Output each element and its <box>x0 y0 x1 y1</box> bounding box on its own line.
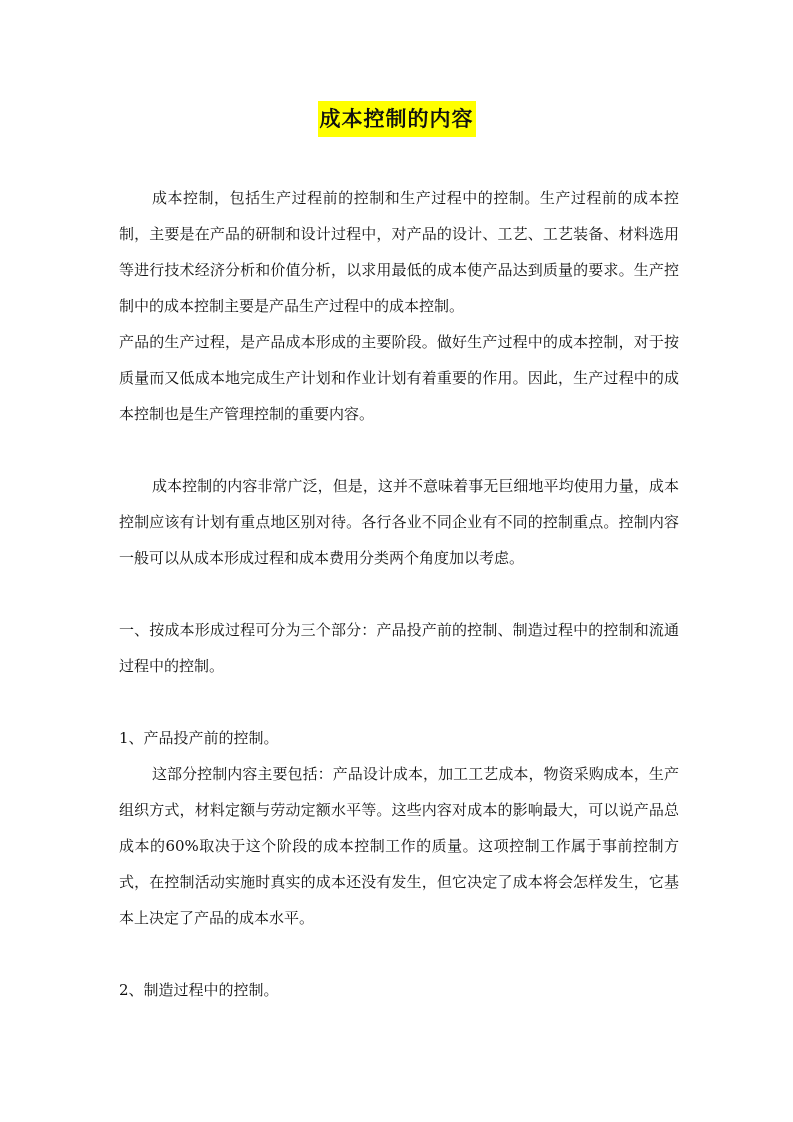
document-title: 成本控制的内容 <box>318 101 476 137</box>
subheading-pre-production-control: 1、产品投产前的控制。 <box>119 729 279 747</box>
subheading-manufacturing-control: 2、制造过程中的控制。 <box>119 981 279 999</box>
paragraph-pre-production-detail: 这部分控制内容主要包括：产品设计成本，加工工艺成本，物资采购成本，生产组织方式，材料定额与劳动定额水平等。这些内容对成本的影响最大，可以说产品总成本的60%取决于这个阶段的成本控制工作的质量。这项控制工作属于事前控制方式，在控制活动实施时真实的成本还没有发生，但它决定了成本将会怎样发生，它基本上决定了产品的成本水平。 <box>119 765 679 927</box>
paragraph-control-content: 成本控制的内容非常广泛，但是，这并不意味着事无巨细地平均使用力量，成本控制应该有计划有重点地区别对待。各行各业不同企业有不同的控制重点。控制内容一般可以从成本形成过程和成本费用分类两个角度加以考虑。 <box>119 477 679 567</box>
paragraph-production-process: 产品的生产过程，是产品成本形成的主要阶段。做好生产过程中的成本控制，对于按质量而又低成本地完成生产计划和作业计划有着重要的作用。因此，生产过程中的成本控制也是生产管理控制的重要内容。 <box>119 333 679 423</box>
title-wrap <box>0 101 793 137</box>
section-heading-cost-formation: 一、按成本形成过程可分为三个部分：产品投产前的控制、制造过程中的控制和流通过程中的控制。 <box>119 621 679 675</box>
paragraph-cost-control-scope: 成本控制，包括生产过程前的控制和生产过程中的控制。生产过程前的成本控制，主要是在产品的研制和设计过程中，对产品的设计、工艺、工艺装备、材料选用等进行技术经济分析和价值分析，以求用最低的成本使产品达到质量的要求。生产控制中的成本控制主要是产品生产过程中的成本控制。 <box>119 189 679 315</box>
